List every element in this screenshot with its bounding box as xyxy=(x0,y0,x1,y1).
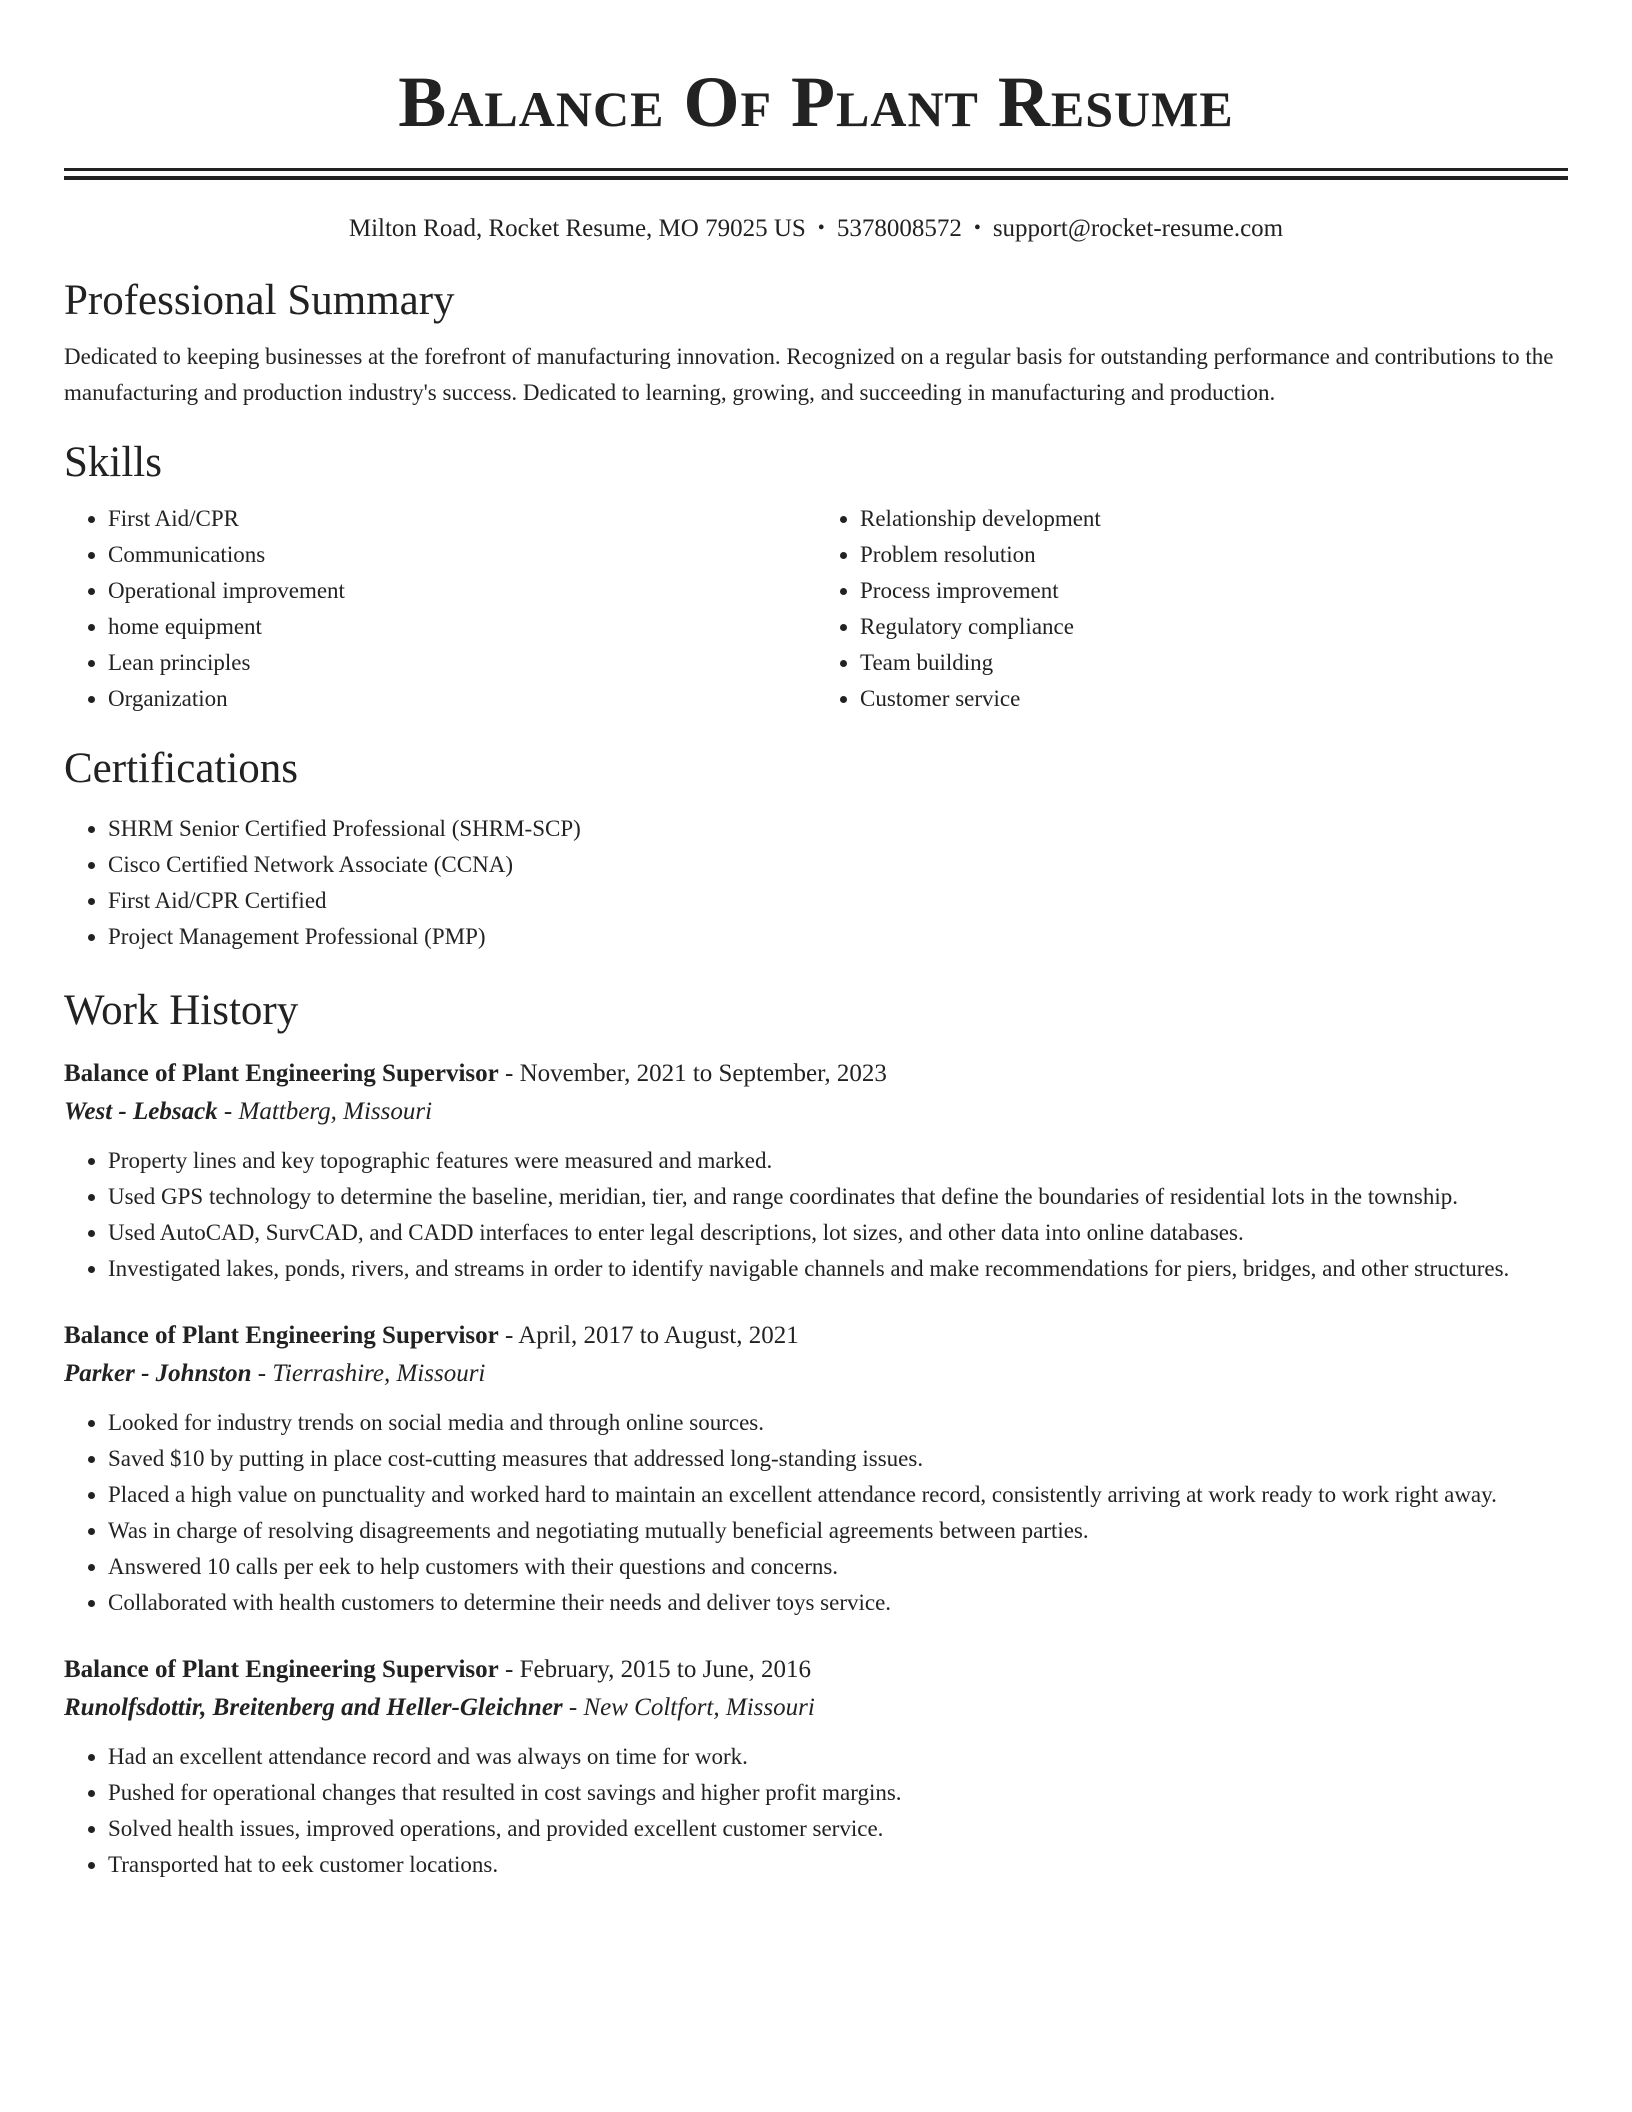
certifications-list xyxy=(64,811,1568,955)
certification-item: • First Aid/CPR Certified xyxy=(108,883,1568,919)
contact-phone: 5378008572 xyxy=(836,215,962,242)
job-bullets xyxy=(64,1405,1568,1621)
skills-section xyxy=(64,437,1568,717)
skill-item: • Team building xyxy=(860,645,1568,681)
job-company: Parker - Johnston xyxy=(64,1360,252,1387)
job-header xyxy=(64,1317,1568,1355)
job-header xyxy=(64,1055,1568,1093)
job-bullet: • Used GPS technology to determine the baseline, meridian, tier, and range coordinates that define the boundaries of residential lots in the township. xyxy=(108,1179,1568,1215)
contact-line xyxy=(64,212,1568,245)
job-company-line xyxy=(64,1093,1568,1131)
job-bullet: • Had an excellent attendance record and was always on time for work. xyxy=(108,1739,1568,1775)
job-dates: November, 2021 to September, 2023 xyxy=(519,1060,887,1087)
skills-list-right xyxy=(816,501,1568,717)
skill-item: • Operational improvement xyxy=(108,573,816,609)
job-dates: February, 2015 to June, 2016 xyxy=(519,1656,811,1683)
skill-item: • Regulatory compliance xyxy=(860,609,1568,645)
job-entry xyxy=(64,1055,1568,1287)
skill-item: • Organization xyxy=(108,681,816,717)
skill-item: • Problem resolution xyxy=(860,537,1568,573)
certification-item: • Project Management Professional (PMP) xyxy=(108,919,1568,955)
job-bullet: • Looked for industry trends on social media and through online sources. xyxy=(108,1405,1568,1441)
job-role: Balance of Plant Engineering Supervisor xyxy=(64,1656,499,1683)
job-entry xyxy=(64,1651,1568,1883)
skills-list-left xyxy=(64,501,816,717)
job-company-line xyxy=(64,1355,1568,1393)
contact-separator: • xyxy=(817,217,825,239)
job-company-line xyxy=(64,1689,1568,1727)
job-dash: - xyxy=(217,1098,239,1125)
job-bullet: • Investigated lakes, ponds, rivers, and streams in order to identify navigable channels and make recommendations for piers, bridges, and other structures. xyxy=(108,1251,1568,1287)
job-location: Tierrashire, Missouri xyxy=(272,1360,486,1387)
job-bullet: • Placed a high value on punctuality and worked hard to maintain an excellent attendance record, consistently arriving at work ready to work right away. xyxy=(108,1477,1568,1513)
job-role: Balance of Plant Engineering Supervisor xyxy=(64,1060,499,1087)
job-location: Mattberg, Missouri xyxy=(238,1098,433,1125)
title-rule-top xyxy=(64,168,1568,171)
job-company: Runolfsdottir, Breitenberg and Heller-Gleichner xyxy=(64,1694,563,1721)
work-history-section xyxy=(64,985,1568,1883)
job-bullet: • Solved health issues, improved operations, and provided excellent customer service. xyxy=(108,1811,1568,1847)
skill-item: • Customer service xyxy=(860,681,1568,717)
job-role: Balance of Plant Engineering Supervisor xyxy=(64,1322,499,1349)
professional-summary-section xyxy=(64,275,1568,411)
job-bullet: • Property lines and key topographic features were measured and marked. xyxy=(108,1143,1568,1179)
job-bullet: • Transported hat to eek customer locations. xyxy=(108,1847,1568,1883)
job-bullet: • Collaborated with health customers to determine their needs and deliver toys service. xyxy=(108,1585,1568,1621)
section-heading-skills: Skills xyxy=(64,439,162,486)
job-entry xyxy=(64,1317,1568,1621)
job-dash: - xyxy=(498,1060,520,1087)
summary-text: Dedicated to keeping businesses at the forefront of manufacturing innovation. Recognized on a regular basis for outstanding performance and contributions to the manufacturing and production industry's success. Dedicated to learning, growing, and succeeding in manufacturing and production. xyxy=(64,344,1554,405)
title-rule-bottom xyxy=(64,176,1568,180)
certifications-section xyxy=(64,743,1568,955)
job-dash: - xyxy=(498,1656,520,1683)
job-dash: - xyxy=(498,1322,519,1349)
contact-address: Milton Road, Rocket Resume, MO 79025 US xyxy=(348,215,806,242)
job-bullets xyxy=(64,1739,1568,1883)
skills-columns xyxy=(64,501,1568,717)
contact-email: support@rocket-resume.com xyxy=(992,215,1284,242)
job-dash: - xyxy=(251,1360,273,1387)
job-dash: - xyxy=(562,1694,584,1721)
skill-item: • Communications xyxy=(108,537,816,573)
skill-item: • home equipment xyxy=(108,609,816,645)
job-bullet: • Answered 10 calls per eek to help customers with their questions and concerns. xyxy=(108,1549,1568,1585)
certification-item: • SHRM Senior Certified Professional (SHRM-SCP) xyxy=(108,811,1568,847)
section-heading-certifications: Certifications xyxy=(64,745,299,792)
contact-separator: • xyxy=(973,217,981,239)
skill-item: • Process improvement xyxy=(860,573,1568,609)
job-bullet: • Used AutoCAD, SurvCAD, and CADD interfaces to enter legal descriptions, lot sizes, and other data into online databases. xyxy=(108,1215,1568,1251)
job-bullet: • Was in charge of resolving disagreements and negotiating mutually beneficial agreements between parties. xyxy=(108,1513,1568,1549)
resume-title: Balance Of Plant Resume xyxy=(398,62,1234,142)
job-company: West - Lebsack xyxy=(64,1098,218,1125)
section-heading-summary: Professional Summary xyxy=(64,277,455,324)
job-bullet: • Pushed for operational changes that resulted in cost savings and higher profit margins. xyxy=(108,1775,1568,1811)
job-bullet: • Saved $10 by putting in place cost-cutting measures that addressed long-standing issues. xyxy=(108,1441,1568,1477)
skill-item: • Relationship development xyxy=(860,501,1568,537)
certification-item: • Cisco Certified Network Associate (CCNA) xyxy=(108,847,1568,883)
job-dates: April, 2017 to August, 2021 xyxy=(518,1322,799,1349)
job-location: New Coltfort, Missouri xyxy=(583,1694,815,1721)
job-bullets xyxy=(64,1143,1568,1287)
job-header xyxy=(64,1651,1568,1689)
skill-item: • First Aid/CPR xyxy=(108,501,816,537)
skill-item: • Lean principles xyxy=(108,645,816,681)
section-heading-work-history: Work History xyxy=(64,987,299,1034)
